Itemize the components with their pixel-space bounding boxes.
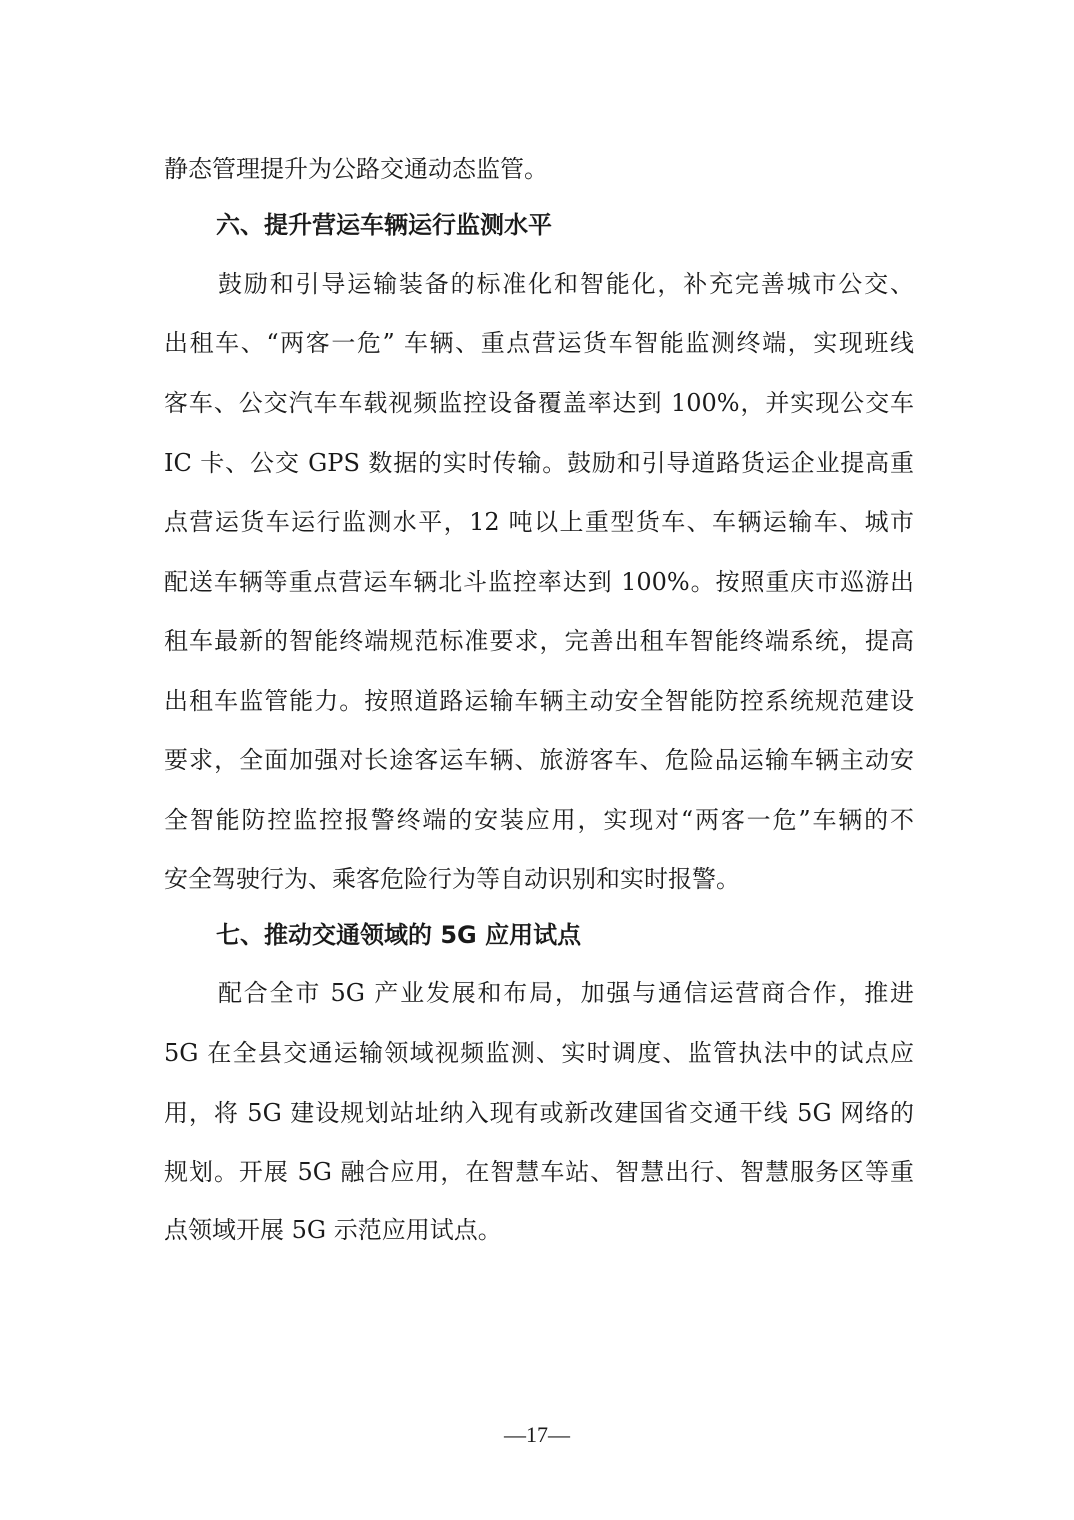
section-7-line: 点领域开展 5G 示范应用试点。	[164, 1216, 502, 1244]
section-6-line: 安全驾驶行为、乘客危险行为等自动识别和实时报警。	[164, 865, 740, 893]
section-7-line: 配合全市 5G 产业发展和布局，加强与通信运营商合作，推进	[218, 979, 914, 1007]
section-7-line: 用，将 5G 建设规划站址纳入现有或新改建国省交通干线 5G 网络的	[164, 1099, 914, 1127]
section-6-line: 配送车辆等重点营运车辆北斗监控率达到 100%。按照重庆市巡游出	[164, 568, 914, 596]
section-6-line: IC 卡、公交 GPS 数据的实时传输。鼓励和引导道路货运企业提高重	[164, 449, 914, 477]
section-6-line: 要求，全面加强对长途客运车辆、旅游客车、危险品运输车辆主动安	[164, 746, 914, 774]
section-7-line: 5G 在全县交通运输领域视频监测、实时调度、监管执法中的试点应	[164, 1039, 914, 1067]
intro-tail-line: 静态管理提升为公路交通动态监管。	[164, 155, 548, 183]
section-6-line: 鼓励和引导运输装备的标准化和智能化，补充完善城市公交、	[218, 270, 914, 298]
section-6-line: 出租车、“两客一危” 车辆、重点营运货车智能监测终端，实现班线	[164, 329, 914, 357]
section-6-line: 点营运货车运行监测水平，12 吨以上重型货车、车辆运输车、城市	[164, 508, 914, 536]
section-6-line: 客车、公交汽车车载视频监控设备覆盖率达到 100%，并实现公交车	[164, 389, 914, 417]
section-7-heading: 七、推动交通领域的 5G 应用试点	[216, 921, 582, 949]
section-6-line: 租车最新的智能终端规范标准要求，完善出租车智能终端系统，提高	[164, 627, 914, 655]
section-6-line: 全智能防控监控报警终端的安装应用，实现对“两客一危”车辆的不	[164, 806, 914, 834]
section-6-line: 出租车监管能力。按照道路运输车辆主动安全智能防控系统规范建设	[164, 687, 914, 715]
page-number: —17—	[504, 1422, 570, 1447]
section-6-heading: 六、提升营运车辆运行监测水平	[216, 211, 552, 239]
section-7-line: 规划。开展 5G 融合应用，在智慧车站、智慧出行、智慧服务区等重	[164, 1158, 914, 1186]
